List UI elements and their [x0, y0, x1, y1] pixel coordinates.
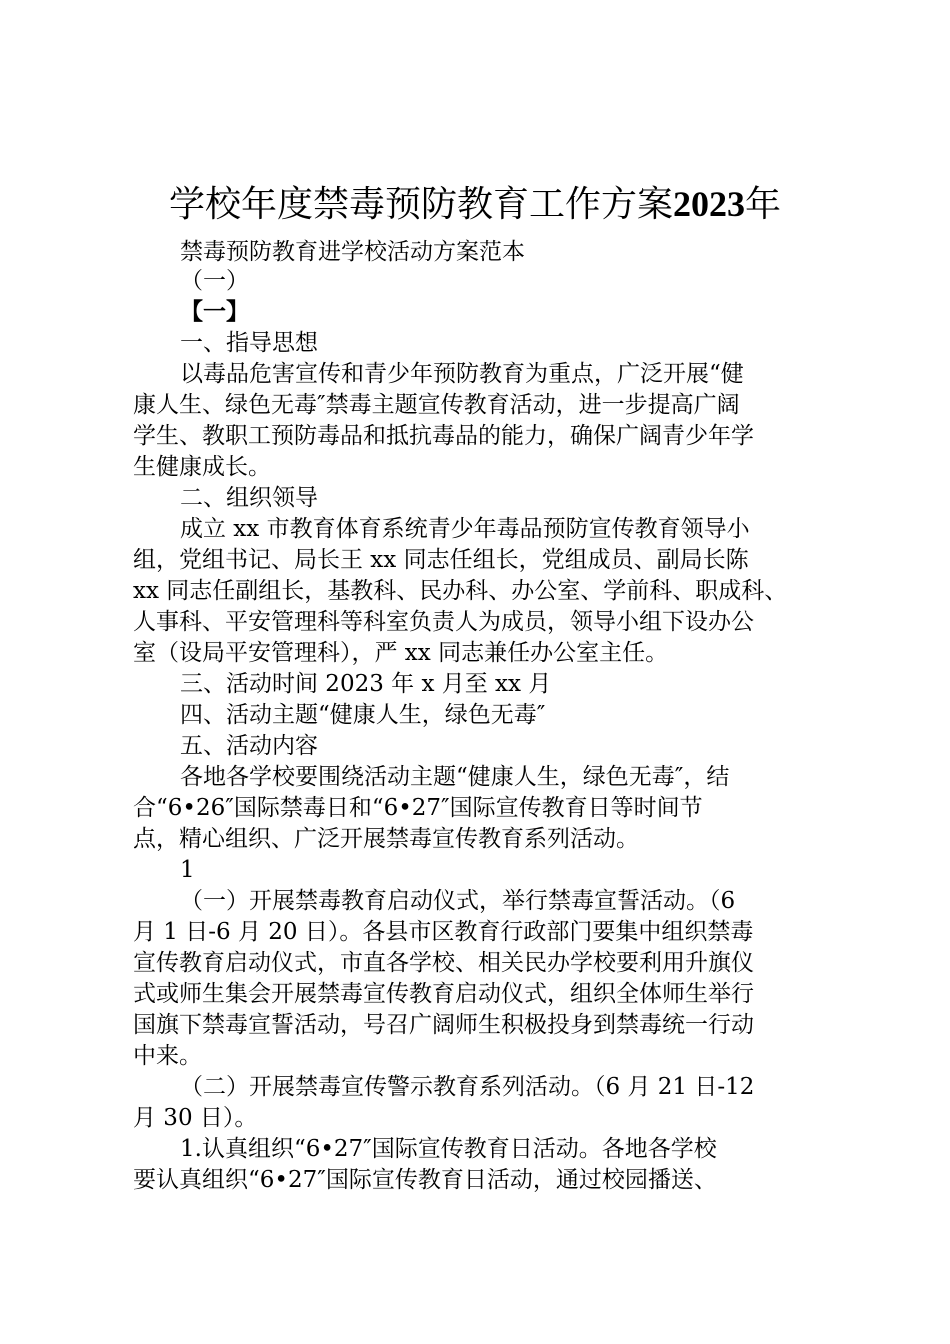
paragraph-line: 学生、教职工预防毒品和抵抗毒品的能力，确保广阔青少年学 [133, 423, 754, 449]
paragraph-line: 中来。 [133, 1043, 202, 1069]
paragraph-line: 各地各学校要围绕活动主题“健康人生，绿色无毒″，结 [180, 764, 730, 790]
paragraph-line: 月 30 日）。 [133, 1105, 258, 1131]
heading-activity-content: 五、活动内容 [180, 733, 318, 759]
heading-activity-theme: 四、活动主题“健康人生，绿色无毒″ [180, 702, 546, 728]
title-year: 2023 [673, 184, 745, 224]
part-label: （一） [180, 268, 249, 294]
paragraph-line: xx 同志任副组长，基教科、民办科、办公室、学前科、职成科、 [133, 578, 788, 604]
paragraph-line: 国旗下禁毒宣誓活动，号召广阔师生积极投身到禁毒统一行动 [133, 1012, 754, 1038]
paragraph-line: 生健康成长。 [133, 454, 271, 480]
document-title [0, 180, 950, 229]
paragraph-line: 成立 xx 市教育体育系统青少年毒品预防宣传教育领导小 [180, 516, 750, 542]
paragraph-line: 合“6•26″国际禁毒日和“6•27″国际宣传教育日等时间节 [133, 795, 703, 821]
title-suffix: 年 [745, 184, 782, 225]
paragraph-line: 人事科、平安管理科等科室负责人为成员，领导小组下设办公 [133, 609, 754, 635]
subtitle: 禁毒预防教育进学校活动方案范本 [180, 239, 525, 265]
title-main-text: 学校年度禁毒预防教育工作方案 [168, 184, 673, 225]
paragraph-line: （一）开展禁毒教育启动仪式，举行禁毒宣誓活动。（6 [180, 888, 736, 914]
page-number: 1 [180, 857, 195, 883]
paragraph-line: （二）开展禁毒宣传警示教育系列活动。（6 月 21 日-12 [180, 1074, 755, 1100]
paragraph-line: 组，党组书记、局长王 xx 同志任组长，党组成员、副局长陈 [133, 547, 749, 573]
paragraph-line: 室（设局平安管理科），严 xx 同志兼任办公室主任。 [133, 640, 669, 666]
paragraph-line: 点，精心组织、广泛开展禁毒宣传教育系列活动。 [133, 826, 639, 852]
heading-activity-time: 三、活动时间 2023 年 x 月至 xx 月 [180, 671, 552, 697]
paragraph-line: 式或师生集会开展禁毒宣传教育启动仪式，组织全体师生举行 [133, 981, 754, 1007]
paragraph-line: 宣传教育启动仪式，市直各学校、相关民办学校要利用升旗仪 [133, 950, 754, 976]
heading-guiding-ideology: 一、指导思想 [180, 330, 318, 356]
paragraph-line: 要认真组织“6•27″国际宣传教育日活动，通过校园播送、 [133, 1167, 717, 1193]
section-mark: 【一】 [180, 298, 249, 325]
paragraph-line: 1.认真组织“6•27″国际宣传教育日活动。各地各学校 [180, 1136, 717, 1162]
paragraph-line: 月 1 日-6 月 20 日）。各县市区教育行政部门要集中组织禁毒 [133, 919, 754, 945]
heading-organization: 二、组织领导 [180, 485, 318, 511]
paragraph-line: 以毒品危害宣传和青少年预防教育为重点，广泛开展“健 [180, 361, 744, 387]
paragraph-line: 康人生、绿色无毒″禁毒主题宣传教育活动，进一步提高广阔 [133, 392, 740, 418]
